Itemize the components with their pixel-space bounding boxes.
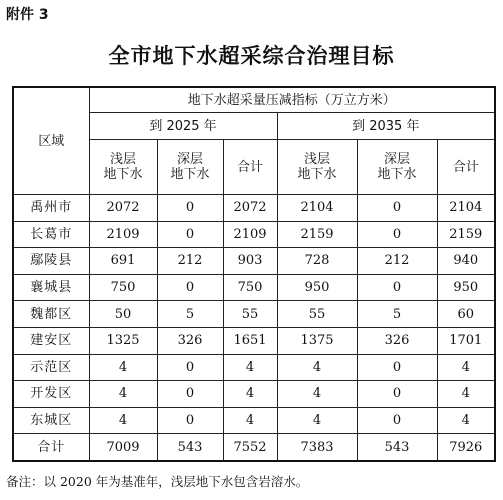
value-cell: 4	[437, 407, 495, 434]
value-cell: 2104	[277, 195, 357, 222]
value-cell: 4	[437, 354, 495, 381]
region-cell: 示范区	[13, 354, 89, 381]
value-cell: 0	[157, 221, 223, 248]
col-header-shallow-2025: 浅层 地下水	[89, 140, 157, 195]
table-total-row	[13, 434, 495, 461]
value-cell: 1375	[277, 327, 357, 354]
col-header-deep-2035: 深层 地下水	[357, 140, 437, 195]
value-cell: 5	[157, 301, 223, 328]
value-cell: 0	[157, 381, 223, 408]
table-row	[13, 274, 495, 301]
value-cell: 543	[157, 434, 223, 461]
col-header-total-2025: 合计	[223, 140, 277, 195]
value-cell: 212	[357, 248, 437, 275]
region-cell: 东城区	[13, 407, 89, 434]
value-cell: 50	[89, 301, 157, 328]
value-cell: 4	[277, 407, 357, 434]
value-cell: 940	[437, 248, 495, 275]
table-row	[13, 301, 495, 328]
table-row	[13, 381, 495, 408]
group-header: 地下水超采量压减指标（万立方米）	[89, 87, 495, 113]
region-cell: 开发区	[13, 381, 89, 408]
value-cell: 0	[157, 354, 223, 381]
page-title: 全市地下水超采综合治理目标	[108, 44, 395, 68]
value-cell: 2109	[89, 221, 157, 248]
value-cell: 750	[223, 274, 277, 301]
table-row	[13, 407, 495, 434]
value-cell: 2159	[437, 221, 495, 248]
value-cell: 326	[357, 327, 437, 354]
value-cell: 0	[357, 195, 437, 222]
table-row	[13, 221, 495, 248]
value-cell: 0	[157, 274, 223, 301]
value-cell: 4	[437, 381, 495, 408]
value-cell: 2072	[223, 195, 277, 222]
value-cell: 4	[89, 381, 157, 408]
value-cell: 543	[357, 434, 437, 461]
value-cell: 60	[437, 301, 495, 328]
value-cell: 5	[357, 301, 437, 328]
value-cell: 326	[157, 327, 223, 354]
value-cell: 4	[89, 354, 157, 381]
value-cell: 0	[157, 195, 223, 222]
col-header-deep-2025: 深层 地下水	[157, 140, 223, 195]
value-cell: 750	[89, 274, 157, 301]
reduction-target-table	[12, 86, 496, 462]
attachment-label: 附件 3	[6, 7, 49, 23]
value-cell: 4	[223, 407, 277, 434]
region-cell: 建安区	[13, 327, 89, 354]
value-cell: 4	[223, 354, 277, 381]
value-cell: 0	[357, 381, 437, 408]
value-cell: 7552	[223, 434, 277, 461]
value-cell: 7926	[437, 434, 495, 461]
region-cell: 魏都区	[13, 301, 89, 328]
table-row	[13, 195, 495, 222]
value-cell: 2104	[437, 195, 495, 222]
footnote: 备注：以 2020 年为基准年，浅层地下水包含岩溶水。	[6, 474, 309, 489]
value-cell: 2109	[223, 221, 277, 248]
value-cell: 950	[437, 274, 495, 301]
value-cell: 7009	[89, 434, 157, 461]
table-row	[13, 327, 495, 354]
value-cell: 903	[223, 248, 277, 275]
value-cell: 55	[277, 301, 357, 328]
total-label-cell: 合计	[13, 434, 89, 461]
value-cell: 1325	[89, 327, 157, 354]
value-cell: 55	[223, 301, 277, 328]
value-cell: 950	[277, 274, 357, 301]
value-cell: 728	[277, 248, 357, 275]
region-cell: 襄城县	[13, 274, 89, 301]
value-cell: 0	[357, 354, 437, 381]
value-cell: 4	[89, 407, 157, 434]
region-header: 区域	[13, 87, 89, 195]
value-cell: 4	[277, 354, 357, 381]
value-cell: 7383	[277, 434, 357, 461]
value-cell: 212	[157, 248, 223, 275]
table-row	[13, 354, 495, 381]
col-header-total-2035: 合计	[437, 140, 495, 195]
value-cell: 4	[223, 381, 277, 408]
value-cell: 691	[89, 248, 157, 275]
value-cell: 0	[357, 274, 437, 301]
value-cell: 0	[357, 221, 437, 248]
value-cell: 0	[157, 407, 223, 434]
table-row	[13, 248, 495, 275]
period-header-2025: 到 2025 年	[89, 113, 277, 140]
col-header-shallow-2035: 浅层 地下水	[277, 140, 357, 195]
value-cell: 0	[357, 407, 437, 434]
region-cell: 长葛市	[13, 221, 89, 248]
value-cell: 1701	[437, 327, 495, 354]
value-cell: 2072	[89, 195, 157, 222]
value-cell: 2159	[277, 221, 357, 248]
value-cell: 4	[277, 381, 357, 408]
value-cell: 1651	[223, 327, 277, 354]
period-header-2035: 到 2035 年	[277, 113, 495, 140]
region-cell: 禹州市	[13, 195, 89, 222]
region-cell: 鄢陵县	[13, 248, 89, 275]
